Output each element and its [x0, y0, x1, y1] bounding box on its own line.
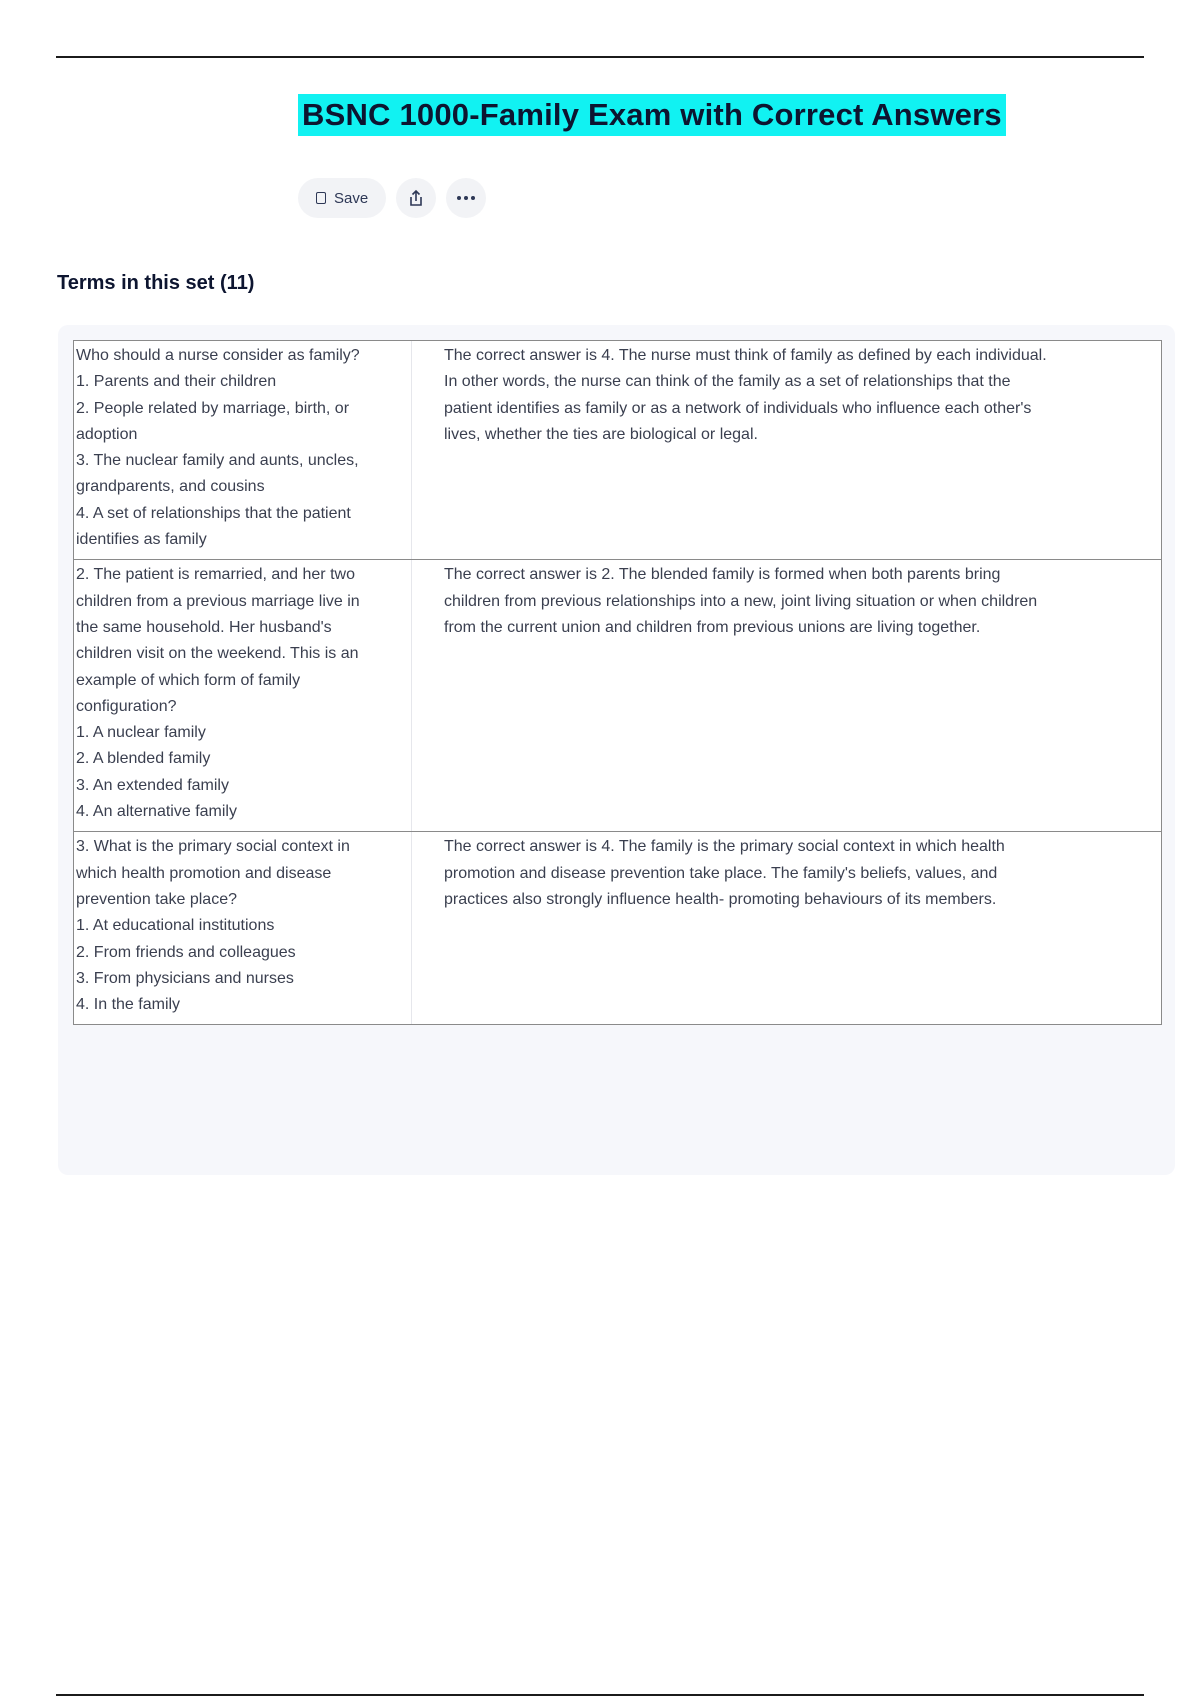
definition-line: promotion and disease prevention take place. The family's beliefs, values, and — [444, 864, 998, 882]
term-line: children from a previous marriage live in — [76, 592, 360, 610]
terms-heading: Terms in this set (11) — [57, 272, 255, 294]
save-label: Save — [334, 189, 369, 207]
definition-line: from the current union and children from previous unions are living together. — [444, 618, 981, 636]
table-row — [74, 832, 1161, 1024]
title-container — [298, 94, 1006, 136]
definition-line: The correct answer is 4. The nurse must think of family as defined by each individual. — [444, 347, 1047, 364]
bookmark-icon — [316, 192, 326, 204]
definition-cell — [412, 560, 1161, 831]
definition-line: The correct answer is 4. The family is the primary social context in which health — [444, 838, 1005, 856]
term-cell — [74, 560, 412, 831]
term-cell — [74, 341, 412, 559]
definition-cell — [412, 832, 1161, 1024]
term-line: 3. From physicians and nurses — [76, 969, 294, 987]
term-line: 1. Parents and their children — [76, 373, 277, 391]
term-line: 3. What is the primary social context in — [76, 838, 350, 856]
definition-line: lives, whether the ties are biological or legal. — [444, 425, 758, 443]
term-line: 4. An alternative family — [76, 803, 237, 821]
share-button[interactable] — [396, 178, 436, 218]
term-line: 4. A set of relationships that the patient — [76, 504, 351, 522]
term-line: 3. The nuclear family and aunts, uncles, — [76, 452, 359, 470]
term-line: 2. The patient is remarried, and her two — [76, 566, 355, 584]
definition-line: patient identifies as family or as a network of individuals who influence each other's — [444, 399, 1032, 417]
term-line: configuration? — [76, 697, 177, 715]
definition-line: The correct answer is 2. The blended family is formed when both parents bring — [444, 566, 1001, 584]
term-line: 2. From friends and colleagues — [76, 943, 296, 961]
definition-line: practices also strongly influence health- promoting behaviours of its members. — [444, 890, 997, 908]
more-icon — [457, 196, 475, 200]
definition-line: In other words, the nurse can think of the family as a set of relationships that the — [444, 373, 1011, 391]
save-button[interactable] — [298, 178, 386, 218]
term-line: the same household. Her husband's — [76, 618, 332, 636]
term-line: example of which form of family — [76, 671, 301, 689]
term-line: 2. People related by marriage, birth, or — [76, 399, 350, 417]
term-cell — [74, 832, 412, 1024]
term-line: which health promotion and disease — [76, 864, 332, 882]
top-divider — [56, 56, 1144, 58]
share-icon — [406, 188, 426, 208]
term-line: children visit on the weekend. This is an — [76, 645, 359, 663]
term-line: 4. In the family — [76, 996, 181, 1014]
definition-line: children from previous relationships into a new, joint living situation or when children — [444, 592, 1038, 610]
table-row — [74, 560, 1161, 832]
term-line: prevention take place? — [76, 890, 237, 908]
definition-cell — [412, 341, 1161, 559]
term-line: 3. An extended family — [76, 776, 229, 794]
term-line: identifies as family — [76, 531, 207, 549]
page-title: BSNC 1000-Family Exam with Correct Answers — [298, 94, 1006, 136]
term-line: adoption — [76, 425, 138, 443]
bottom-divider — [56, 1694, 1144, 1696]
table-row — [74, 341, 1161, 560]
terms-table — [73, 340, 1162, 1025]
term-line: Who should a nurse consider as family? — [76, 347, 360, 364]
term-line: 1. A nuclear family — [76, 724, 206, 742]
more-button[interactable] — [446, 178, 486, 218]
term-line: grandparents, and cousins — [76, 478, 265, 496]
term-line: 1. At educational institutions — [76, 917, 275, 935]
action-bar — [298, 178, 486, 218]
term-line: 2. A blended family — [76, 750, 211, 768]
